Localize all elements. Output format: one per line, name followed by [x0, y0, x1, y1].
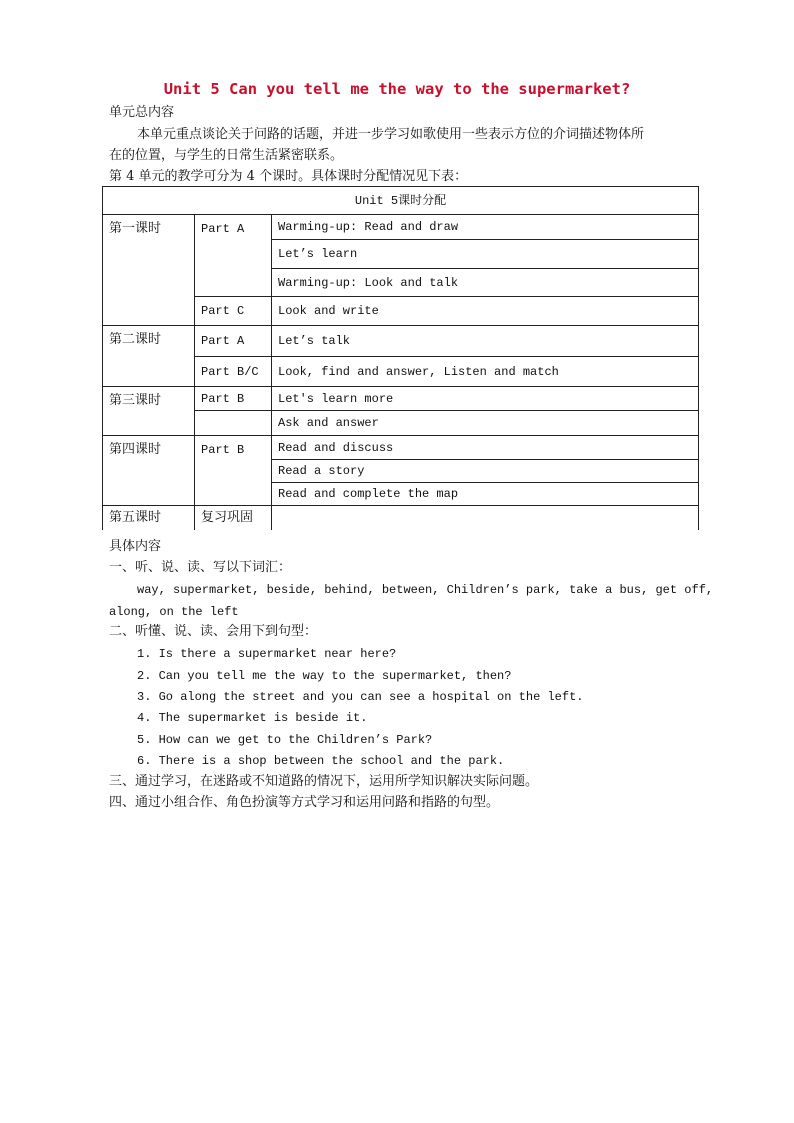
sentence-item: 3. Go along the street and you can see a hospital on the left. [137, 690, 584, 704]
content-cell: Let’s learn [272, 240, 699, 269]
lesson-plan-table [102, 186, 699, 530]
vocab-line-1: way, supermarket, beside, behind, between, Children’s park, take a bus, get off, [137, 583, 714, 597]
sentence-item: 1. Is there a supermarket near here? [137, 647, 397, 661]
lesson-cell: 第一课时 [103, 215, 195, 326]
part-cell: Part A [195, 215, 272, 297]
table-header: Unit 5课时分配 [103, 187, 699, 215]
part-cell: 复习巩固 [195, 506, 272, 530]
overview-heading: 单元总内容 [109, 105, 175, 120]
lesson-count-intro: 第 4 单元的教学可分为 4 个课时。具体课时分配情况见下表： [109, 169, 468, 184]
content-cell: Warming-up: Look and talk [272, 269, 699, 297]
content-cell: Look and write [272, 297, 699, 326]
document-title: Unit 5 Can you tell me the way to the supermarket? [163, 80, 631, 98]
content-cell: Read and discuss [272, 436, 699, 460]
content-cell: Let’s talk [272, 326, 699, 357]
details-item-2: 二、听懂、说、读、会用下到句型： [109, 624, 318, 639]
sentence-item: 5. How can we get to the Children’s Park? [137, 733, 433, 747]
content-cell: Read a story [272, 460, 699, 483]
vocab-line-2: along, on the left [109, 605, 239, 619]
content-cell: Ask and answer [272, 411, 699, 436]
part-cell: Part A [195, 326, 272, 357]
content-cell: Warming-up: Read and draw [272, 215, 699, 240]
details-item-4: 四、通过小组合作、角色扮演等方式学习和运用问路和指路的句型。 [109, 795, 500, 810]
overview-paragraph-line-2: 在的位置，与学生的日常生活紧密联系。 [109, 148, 344, 163]
sentence-item: 2. Can you tell me the way to the supermarket, then? [137, 669, 512, 683]
details-item-1: 一、听、说、读、写以下词汇： [109, 560, 292, 575]
details-heading: 具体内容 [109, 539, 162, 554]
content-cell: Let's learn more [272, 387, 699, 411]
content-cell: Look, find and answer, Listen and match [272, 357, 699, 387]
part-cell: Part B/C [195, 357, 272, 387]
details-item-3: 三、通过学习，在迷路或不知道路的情况下，运用所学知识解决实际问题。 [109, 774, 539, 789]
sentence-item: 4. The supermarket is beside it. [137, 711, 368, 725]
content-cell: Read and complete the map [272, 483, 699, 506]
part-cell [195, 411, 272, 436]
part-cell: Part B [195, 436, 272, 506]
sentence-item: 6. There is a shop between the school and the park. [137, 754, 505, 768]
part-cell: Part C [195, 297, 272, 326]
lesson-cell: 第二课时 [103, 326, 195, 387]
lesson-cell: 第三课时 [103, 387, 195, 436]
overview-paragraph-line-1: 本单元重点谈论关于问路的话题，并进一步学习如歌使用一些表示方位的介词描述物体所 [137, 127, 645, 142]
content-cell [272, 506, 699, 530]
part-cell: Part B [195, 387, 272, 411]
lesson-cell: 第四课时 [103, 436, 195, 506]
lesson-cell: 第五课时 [103, 506, 195, 530]
